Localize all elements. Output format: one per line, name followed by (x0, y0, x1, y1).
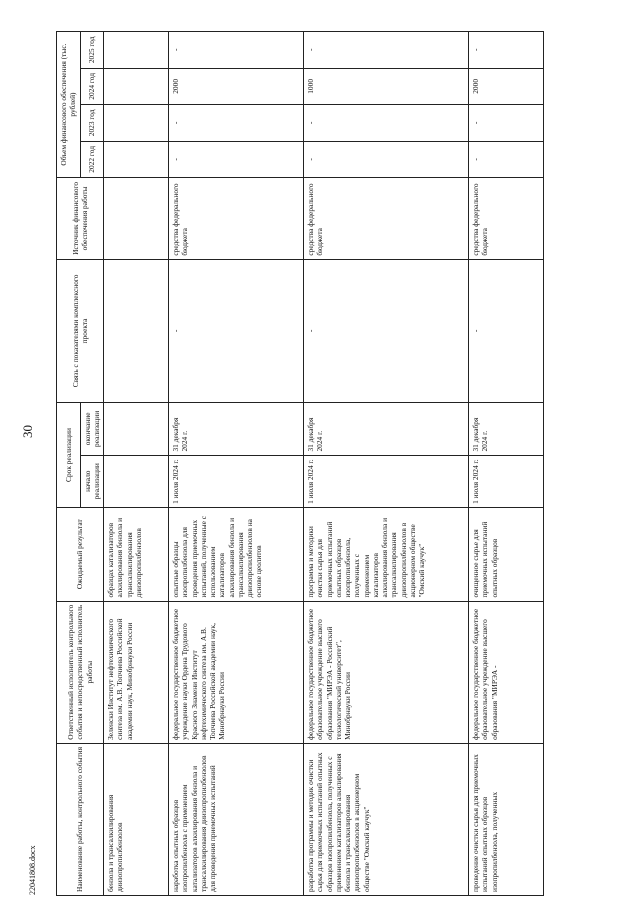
cell-2023: - (169, 105, 304, 142)
cell-result: опытные образцы изопропилбензола для проведения приемочных испытаний, полученные с использованием катализаторов алкилирования бензола и трансалкилирования диизопропилбензолов на основе цеолитов (169, 507, 304, 601)
table-row (469, 32, 544, 896)
cell-link: - (169, 259, 304, 403)
cell-start: 1 июля 2024 г. (469, 455, 544, 507)
cell-name: разработка программы и методик очистки сырья для приемочных испытаний опытных образцов изопропилбензола, полученных с применением катализаторов алкилирования бензола и трансалкилирования диизопропилбензолов в акционерном обществе "Омский каучук" (304, 743, 469, 895)
cell-result: образцах катализаторов алкилирования бензола и трансалкилирования диизопропилбензолов (104, 507, 169, 601)
cell-source: средства федерального бюджета (469, 178, 544, 260)
cell-start: 1 июля 2024 г. (304, 455, 469, 507)
cell-2025: - (304, 32, 469, 69)
header-2023: 2023 год (80, 105, 104, 142)
cell-2024: 1000 (304, 68, 469, 105)
cell-2023: - (469, 105, 544, 142)
document-id: 22041808.docx (28, 845, 37, 895)
cell-executor: федеральное государственное бюджетное образовательное учреждение высшего образования "МИРЭА - Российский технологический университет", Минобрнауки России (304, 601, 469, 743)
cell-2024 (104, 68, 169, 105)
cell-2022: - (469, 141, 544, 178)
table-row (169, 32, 304, 896)
cell-end: 31 декабря 2024 г. (304, 403, 469, 455)
cell-2022: - (169, 141, 304, 178)
work-plan-table (56, 31, 544, 896)
cell-2024: 2000 (469, 68, 544, 105)
header-result: Ожидаемый результат (57, 507, 104, 601)
cell-result: очищенное сырье для приемочных испытаний опытных образцов (469, 507, 544, 601)
header-name: Наименование работы, контрольного события (57, 743, 104, 895)
cell-end: 31 декабря 2024 г. (469, 403, 544, 455)
cell-start (104, 455, 169, 507)
cell-result: программа и методики очистки сырья для приемочных испытаний опытных образцов изопропилбензола, полученных с применением катализаторов алкилирования бензола и трансалкилирования диизопропилбензолов в акционерном обществе "Омский каучук" (304, 507, 469, 601)
header-source: Источник финансового обеспечения работы (57, 178, 104, 260)
cell-2022 (104, 141, 169, 178)
cell-2023 (104, 105, 169, 142)
cell-start: 1 июля 2024 г. (169, 455, 304, 507)
header-link: Связь с показателями комплексного проекта (57, 259, 104, 403)
cell-name: наработка опытных образцов изопропилбензола с применением катализаторов алкилирования бензола и трансалкилирования диизопропилбензолов для проведения приемочных испытаний (169, 743, 304, 895)
cell-end (104, 403, 169, 455)
cell-2024: 2000 (169, 68, 304, 105)
cell-name: бензола и трансалкилирования диизопропилбензолов (104, 743, 169, 895)
cell-link (104, 259, 169, 403)
header-term-end: окончание реализации (80, 403, 104, 455)
cell-source: средства федерального бюджета (169, 178, 304, 260)
cell-link: - (304, 259, 469, 403)
header-term-start: начало реализации (80, 455, 104, 507)
cell-link: - (469, 259, 544, 403)
cell-2025: - (469, 32, 544, 69)
header-term: Срок реализации (57, 403, 81, 508)
cell-2022: - (304, 141, 469, 178)
header-2024: 2024 год (80, 68, 104, 105)
header-executor: Ответственный исполнитель контрольного события и непосредственный исполнитель работы (57, 601, 104, 743)
cell-source: средства федерального бюджета (304, 178, 469, 260)
header-2025: 2025 год (80, 32, 104, 69)
cell-executor: федеральное государственное бюджетное учреждение науки Ордена Трудового Красного Знамени Институт нефтехимического синтеза им. А.В. Топчиева Российской академии наук, Минобрнауки России (169, 601, 304, 743)
cell-executor: Зеленски Институт нефтехимического синтеза им. А.В. Топчиева Российской академии наук, Минобрнауки России (104, 601, 169, 743)
table-row (104, 32, 169, 896)
cell-executor: федеральное государственное бюджетное образовательное учреждение высшего образования "МИРЭА - (469, 601, 544, 743)
cell-name: проведение очистки сырья для приемочных испытаний опытных образцов изопропилбензола, полученных (469, 743, 544, 895)
table-row (304, 32, 469, 896)
cell-source (104, 178, 169, 260)
header-finance: Объем финансового обеспечения (тыс. рублей) (57, 32, 81, 178)
cell-2025: - (169, 32, 304, 69)
cell-end: 31 декабря 2024 г. (169, 403, 304, 455)
rotated-table-container (56, 31, 631, 896)
cell-2025 (104, 32, 169, 69)
header-2022: 2022 год (80, 141, 104, 178)
cell-2023: - (304, 105, 469, 142)
page-number: 30 (20, 425, 35, 438)
